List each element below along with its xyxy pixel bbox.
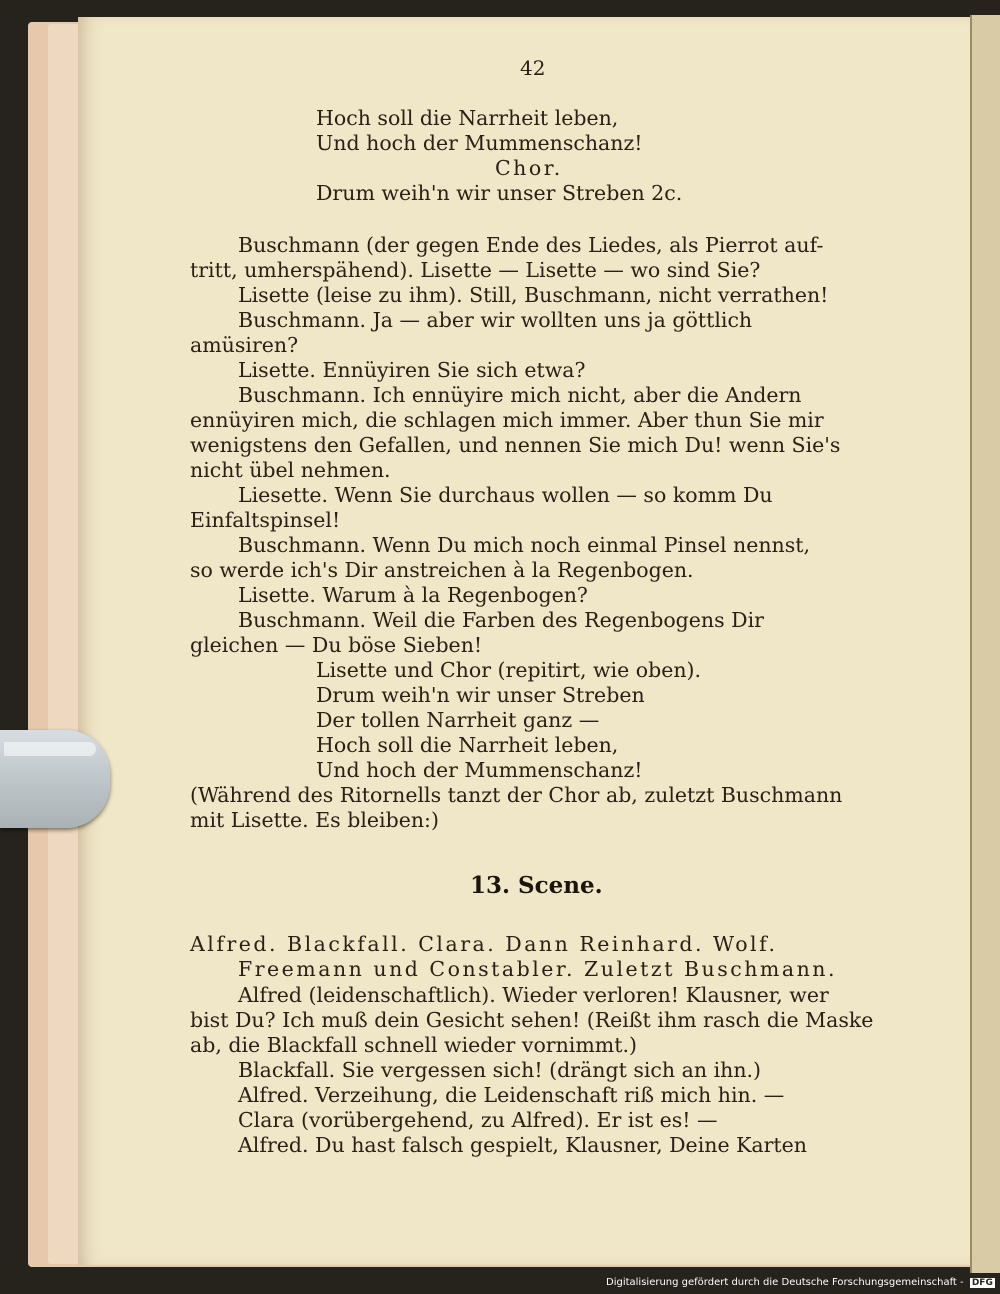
verse-line: Und hoch der Mummenschanz!	[316, 758, 643, 782]
text-line: amüsiren?	[190, 333, 299, 357]
dfg-logo: DFG	[971, 1278, 993, 1288]
text-line: Lisette. Warum à la Regenbogen?	[238, 583, 588, 607]
text-line: gleichen — Du böse Sieben!	[190, 633, 483, 657]
text-line: Alfred. Du hast falsch gespielt, Klausner, Deine Karten	[238, 1133, 808, 1157]
stage-direction: (Während des Ritornells tanzt der Chor ab, zuletzt Buschmann	[190, 783, 843, 807]
text-line: bist Du? Ich muß dein Gesicht sehen! (Reißt ihm rasch die Maske	[190, 1008, 874, 1032]
text-line: tritt, umherspähend). Lisette — Lisette — wo sind Sie?	[190, 258, 761, 282]
scene-heading: 13. Scene.	[470, 872, 603, 899]
text-line: Buschmann. Ich ennüyire mich nicht, aber die Andern	[238, 383, 802, 407]
cast-line: Freemann und Constabler. Zuletzt Buschmann.	[238, 957, 837, 981]
text-line: Lisette und Chor (repitirt, wie oben).	[316, 658, 702, 682]
text-line: so werde ich's Dir anstreichen à la Regenbogen.	[190, 558, 694, 582]
text-line: ennüyiren mich, die schlagen mich immer. Aber thun Sie mir	[190, 408, 824, 432]
verse-line: Der tollen Narrheit ganz —	[316, 708, 600, 732]
text-line: Lisette. Ennüyiren Sie sich etwa?	[238, 358, 586, 382]
page-clip-highlight	[4, 742, 96, 756]
verse-line: Hoch soll die Narrheit leben,	[316, 106, 619, 130]
digitization-footer	[606, 1277, 995, 1288]
text-line: Liesette. Wenn Sie durchaus wollen — so komm Du	[238, 483, 773, 507]
verse-line: Drum weih'n wir unser Streben 2c.	[316, 181, 683, 205]
text-line: Einfaltspinsel!	[190, 508, 341, 532]
text-line: wenigstens den Gefallen, und nennen Sie mich Du! wenn Sie's	[190, 433, 841, 457]
text-line: Buschmann. Weil die Farben des Regenbogens Dir	[238, 608, 764, 632]
text-line: Lisette (leise zu ihm). Still, Buschmann, nicht verrathen!	[238, 283, 829, 307]
speaker-label: Chor.	[495, 156, 563, 180]
stage-direction: mit Lisette. Es bleiben:)	[190, 808, 439, 832]
text-line: Buschmann. Wenn Du mich noch einmal Pinsel nennst,	[238, 533, 811, 557]
page-number: 42	[520, 56, 546, 80]
text-line: Alfred. Verzeihung, die Leidenschaft riß mich hin. —	[238, 1083, 785, 1107]
cast-line: Alfred. Blackfall. Clara. Dann Reinhard. Wolf.	[190, 932, 778, 956]
footer-text: Digitalisierung gefördert durch die Deutsche Forschungsgemeinschaft -	[606, 1277, 964, 1288]
text-line: Blackfall. Sie vergessen sich! (drängt sich an ihn.)	[238, 1058, 762, 1082]
text-line: nicht übel nehmen.	[190, 458, 391, 482]
verse-line: Hoch soll die Narrheit leben,	[316, 733, 619, 757]
verse-line: Und hoch der Mummenschanz!	[316, 131, 643, 155]
text-line: ab, die Blackfall schnell wieder vornimmt.)	[190, 1033, 637, 1057]
text-line: Alfred (leidenschaftlich). Wieder verloren! Klausner, wer	[238, 983, 829, 1007]
text-line: Buschmann (der gegen Ende des Liedes, als Pierrot auf-	[238, 233, 824, 257]
text-line: Clara (vorübergehend, zu Alfred). Er ist es! —	[238, 1108, 718, 1132]
text-line: Buschmann. Ja — aber wir wollten uns ja göttlich	[238, 308, 753, 332]
verse-line: Drum weih'n wir unser Streben	[316, 683, 645, 707]
